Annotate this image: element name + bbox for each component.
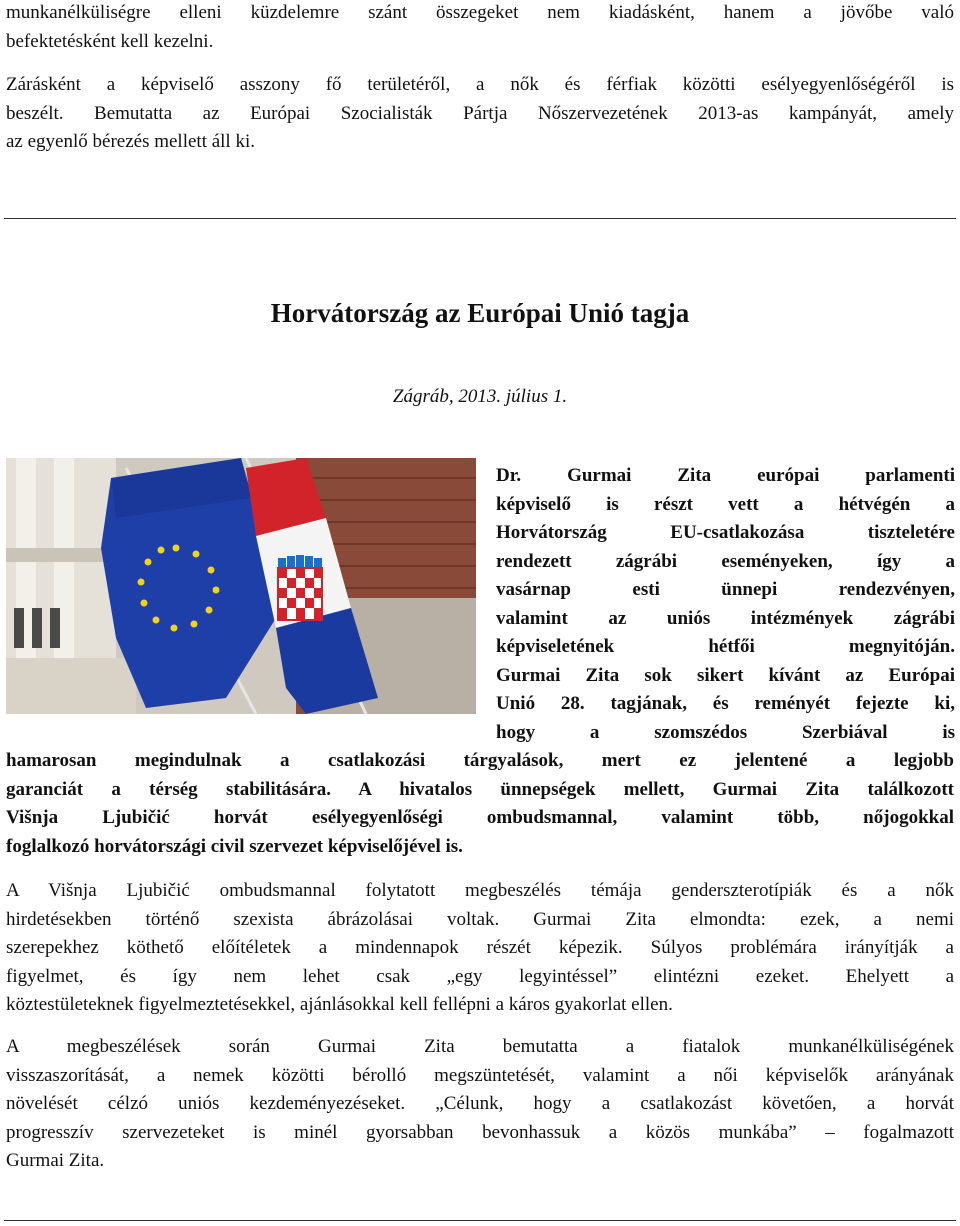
lead-side-line-9: Unió 28. tagjának, és reményét fejezte ki, bbox=[496, 693, 955, 714]
talks-line-4: progresszív szervezeteket is minél gyorsabban bevonhassuk a közös munkába” – fogalmazott bbox=[6, 1121, 954, 1143]
intro-line-1: munkanélküliségre elleni küzdelemre szánt összegeket nem kiadásként, hanem a jövőbe való bbox=[6, 2, 954, 23]
eu-and-croatian-flags-photo-icon bbox=[6, 458, 476, 714]
article-photo bbox=[6, 458, 476, 714]
talks-line-1: A megbeszélések során Gurmai Zita bemutatta a fiatalok munkanélküliségének bbox=[6, 1036, 954, 1057]
article-dateline: Zágráb, 2013. július 1. bbox=[392, 386, 568, 407]
article-title: Horvátország az Európai Unió tagja bbox=[270, 298, 690, 328]
ombudsman-line-5: köztestületeknek figyelmeztetésekkel, ajánlásokkal kell fellépni a káros gyakorlat ellen. bbox=[6, 994, 673, 1015]
article-lead-full-text bbox=[6, 747, 954, 861]
lead-side-line-7: képviseletének hétfői megnyitóján. bbox=[496, 636, 955, 657]
talks-paragraph bbox=[6, 1033, 954, 1176]
intro-line-2: befektetésként kell kezelni. bbox=[6, 30, 214, 52]
lead-side-line-10: hogy a szomszédos Szerbiával is bbox=[496, 721, 955, 743]
article-lead-side-text bbox=[496, 462, 955, 747]
ombudsman-line-3: szerepekhez köthető előítéletek a mindennapok részét képezik. Súlyos problémára irányítják a bbox=[6, 937, 954, 958]
lead-side-line-8: Gurmai Zita sok sikert kívánt az Európai bbox=[496, 664, 955, 686]
ombudsman-paragraph bbox=[6, 877, 954, 1020]
closing-line-2: beszélt. Bemutatta az Európai Szocialisták Pártja Nőszervezetének 2013-as kampányát, amely bbox=[6, 102, 954, 124]
closing-paragraph bbox=[6, 71, 954, 157]
lead-full-line-1: hamarosan megindulnak a csatlakozási tárgyalások, mert ez jelentené a legjobb bbox=[6, 750, 954, 771]
lead-side-line-1: Dr. Gurmai Zita európai parlamenti bbox=[496, 465, 955, 486]
lead-side-line-4: rendezett zágrábi eseményeken, így a bbox=[496, 550, 955, 572]
lead-full-line-3: Višnja Ljubičić horvát esélyegyenlőségi ombudsmannal, valamint több, nőjogokkal bbox=[6, 807, 954, 828]
lead-full-line-2: garanciát a térség stabilitására. A hivatalos ünnepségek mellett, Gurmai Zita találkozott bbox=[6, 778, 954, 800]
ombudsman-line-1: A Višnja Ljubičić ombudsmannal folytatott megbeszélés témája genderszterotípiák és a nők bbox=[6, 880, 954, 901]
talks-line-5: Gurmai Zita. bbox=[6, 1150, 105, 1171]
closing-line-3: az egyenlő bérezés mellett áll ki. bbox=[6, 131, 255, 152]
talks-line-3: növelését célzó uniós kezdeményezéseket. „Célunk, hogy a csatlakozást követően, a horvát bbox=[6, 1093, 954, 1114]
lead-side-line-5: vasárnap esti ünnepi rendezvényen, bbox=[496, 579, 955, 600]
lead-side-line-2: képviselő is részt vett a hétvégén a bbox=[496, 493, 955, 515]
ombudsman-line-2: hirdetésekben történő szexista ábrázolásai voltak. Gurmai Zita elmondta: ezek, a nemi bbox=[6, 908, 954, 930]
intro-paragraph bbox=[6, 0, 954, 56]
closing-line-1: Zárásként a képviselő asszony fő területéről, a nők és férfiak közötti esélyegyenlőségéről is bbox=[6, 74, 954, 95]
lead-side-line-3: Horvátország EU-csatlakozása tiszteletére bbox=[496, 522, 955, 543]
ombudsman-line-4: figyelmet, és így nem lehet csak „egy legyintéssel” elintézni ezeket. Ehelyett a bbox=[6, 965, 954, 987]
lead-side-line-6: valamint az uniós intézmények zágrábi bbox=[496, 607, 955, 629]
section-divider-bottom bbox=[4, 1220, 956, 1221]
lead-full-line-4: foglalkozó horvátországi civil szervezet képviselőjével is. bbox=[6, 835, 463, 857]
talks-line-2: visszaszorítását, a nemek közötti bérolló megszüntetését, valamint a női képviselők arányának bbox=[6, 1064, 954, 1086]
section-divider-top bbox=[4, 218, 956, 219]
